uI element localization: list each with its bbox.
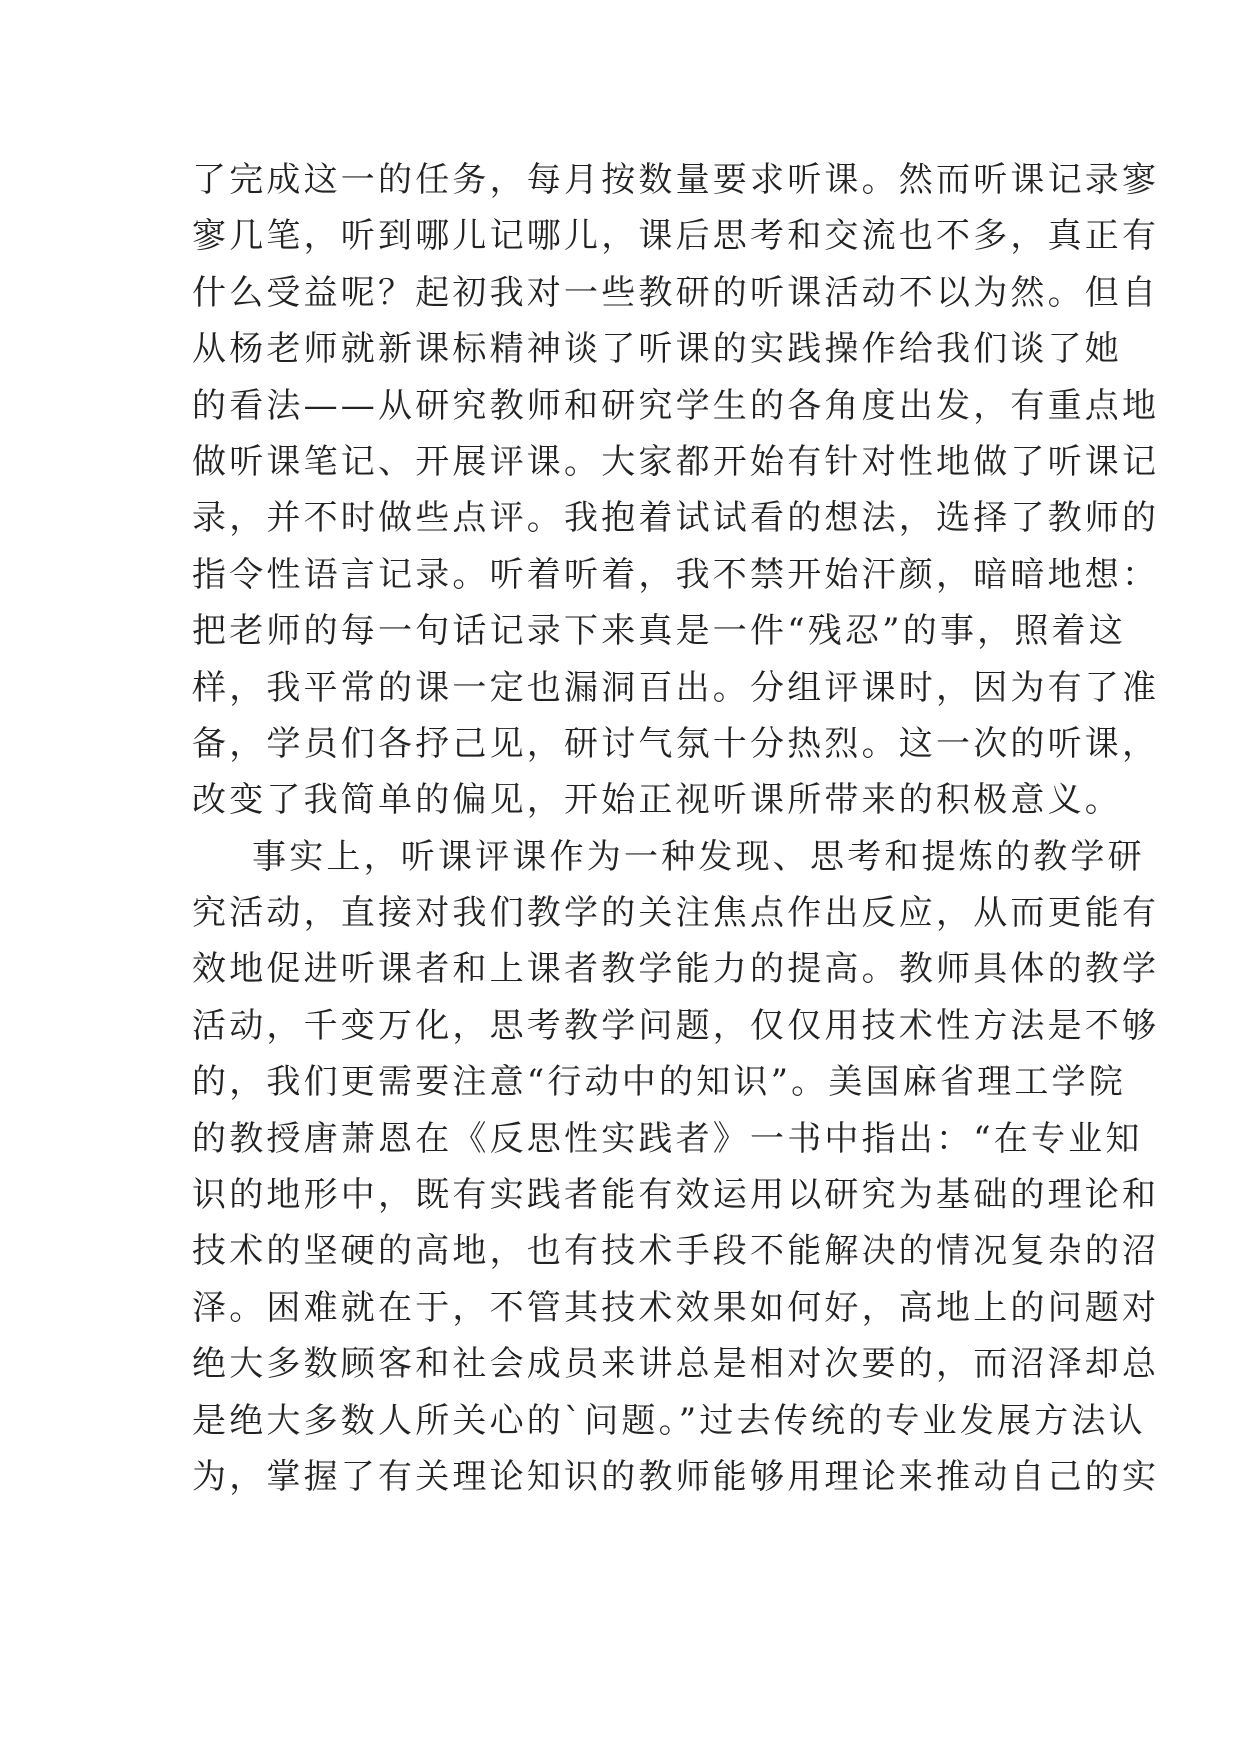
text-line: 样，我平常的课一定也漏洞百出。分组评课时，因为有了准 <box>192 667 1160 708</box>
text-line: 做听课笔记、开展评课。大家都开始有针对性地做了听课记 <box>192 441 1160 482</box>
text-line: 寥几笔，听到哪儿记哪儿，课后思考和交流也不多，真正有 <box>192 216 1160 257</box>
text-line: 为，掌握了有关理论知识的教师能够用理论来推动自己的实 <box>192 1456 1160 1497</box>
paragraph-start-line: 事实上，听课评课作为一种发现、思考和提炼的教学研 <box>252 836 1145 877</box>
text-line: 的教授唐萧恩在《反思性实践者》一书中指出：“在专业知 <box>192 1118 1143 1159</box>
text-line: 改变了我简单的偏见，开始正视听课所带来的积极意义。 <box>192 780 1122 821</box>
text-line: 把老师的每一句话记录下来真是一件“残忍”的事，照着这 <box>192 611 1126 652</box>
text-line: 效地促进听课者和上课者教学能力的提高。教师具体的教学 <box>192 949 1160 990</box>
text-line: 录，并不时做些点评。我抱着试试看的想法，选择了教师的 <box>192 498 1160 539</box>
text-line: 绝大多数顾客和社会成员来讲总是相对次要的，而沼泽却总 <box>192 1344 1160 1385</box>
text-line: 技术的坚硬的高地，也有技术手段不能解决的情况复杂的沼 <box>192 1231 1160 1272</box>
text-line: 是绝大多数人所关心的`问题。”过去传统的专业发展方法认 <box>192 1400 1146 1441</box>
text-line: 从杨老师就新课标精神谈了听课的实践操作给我们谈了她 <box>192 329 1122 370</box>
body-text <box>192 152 1160 1505</box>
text-line: 究活动，直接对我们教学的关注焦点作出反应，从而更能有 <box>192 893 1160 934</box>
text-line: 的，我们更需要注意“行动中的知识”。美国麻省理工学院 <box>192 1062 1126 1103</box>
text-line: 泽。困难就在于，不管其技术效果如何好，高地上的问题对 <box>192 1287 1160 1328</box>
text-line: 的看法——从研究教师和研究学生的各角度出发，有重点地 <box>192 385 1160 426</box>
text-line: 了完成这一的任务，每月按数量要求听课。然而听课记录寥 <box>192 160 1160 200</box>
text-line: 识的地形中，既有实践者能有效运用以研究为基础的理论和 <box>192 1175 1160 1216</box>
text-line: 指令性语言记录。听着听着，我不禁开始汗颜，暗暗地想： <box>192 554 1160 595</box>
text-line: 备，学员们各抒己见，研讨气氛十分热烈。这一次的听课， <box>192 723 1160 764</box>
text-line: 活动，千变万化，思考教学问题，仅仅用技术性方法是不够 <box>192 1005 1160 1046</box>
text-line: 什么受益呢？起初我对一些教研的听课活动不以为然。但自 <box>192 272 1160 313</box>
